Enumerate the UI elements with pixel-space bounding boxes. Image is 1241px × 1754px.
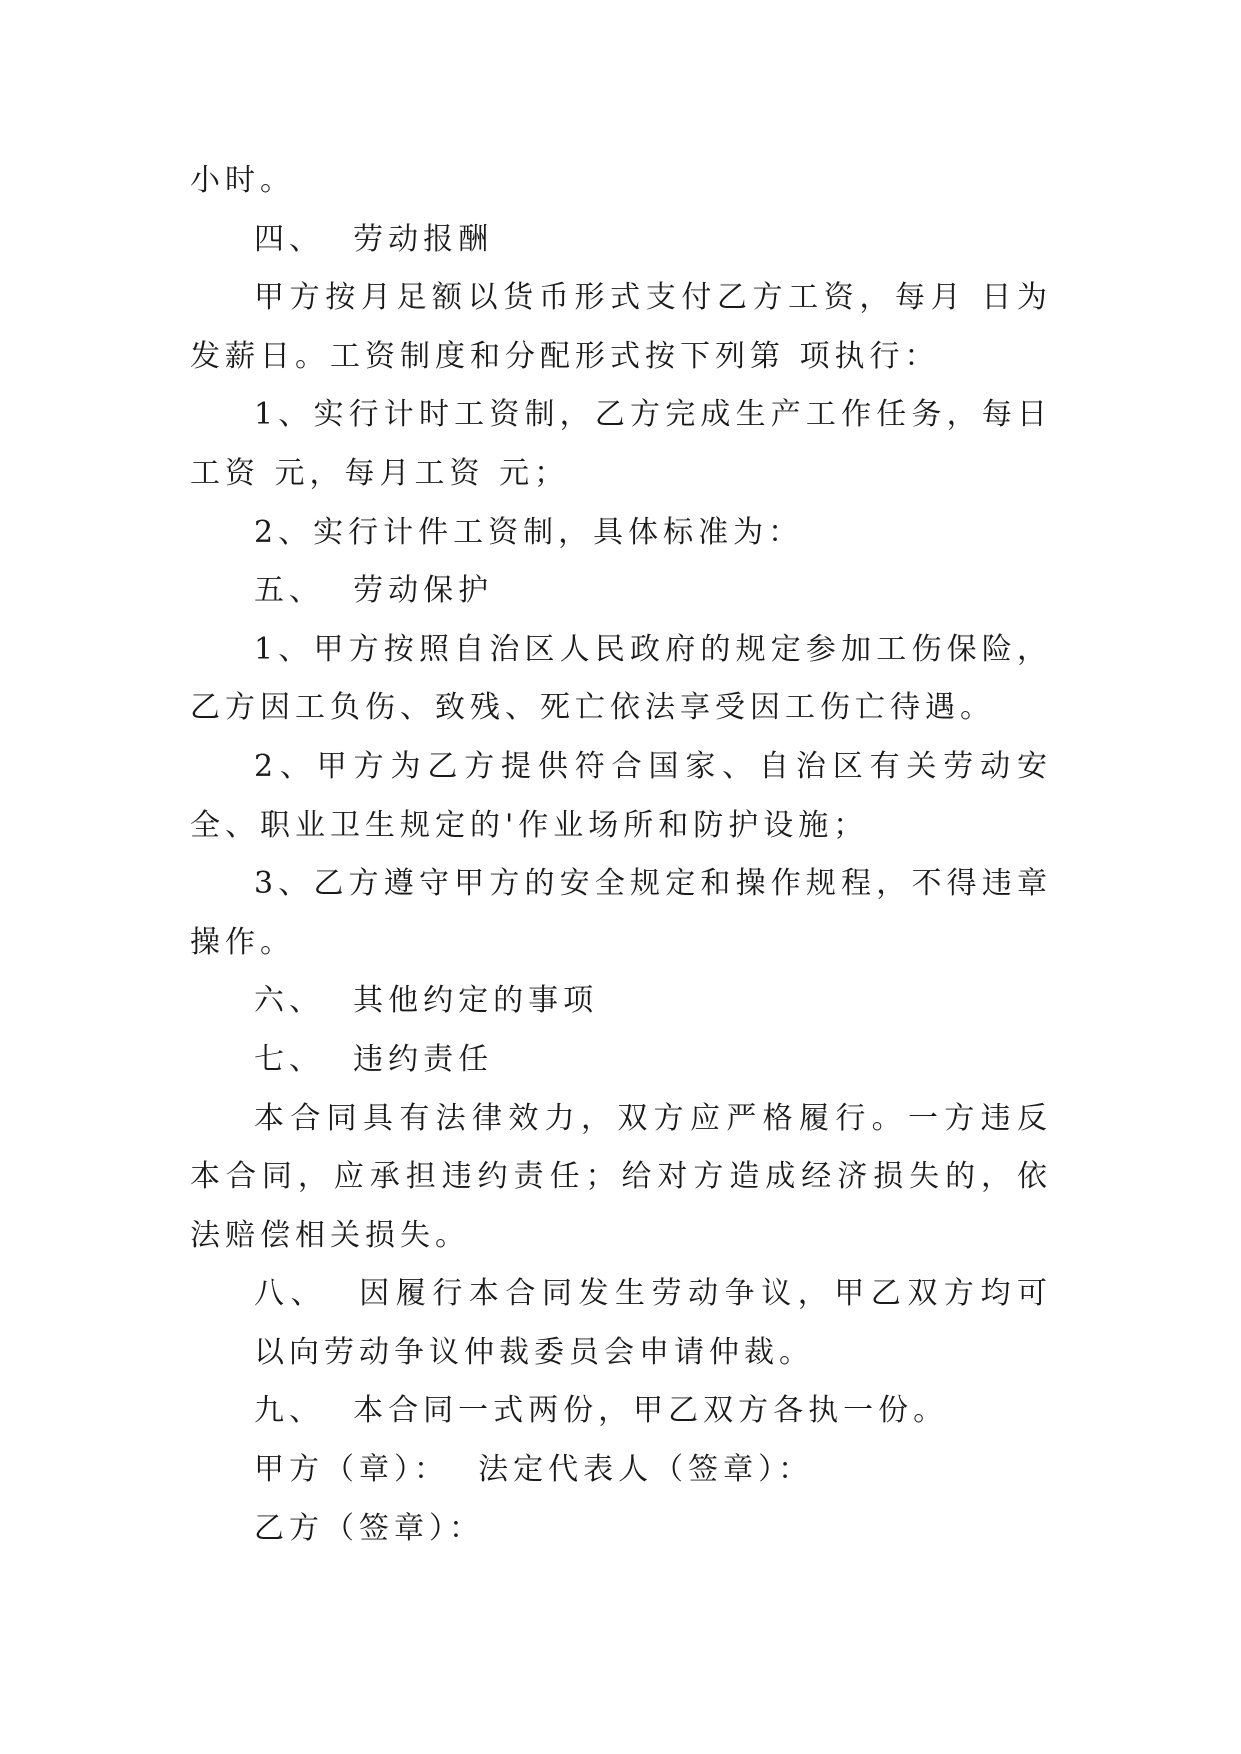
signature-party-b: 乙方（签章）： — [254, 1510, 484, 1546]
section-heading-other-matters: 六、 其他约定的事项 — [254, 983, 599, 1019]
paragraph-injury-insurance: 1、甲方按照自治区人民政府的规定参加工伤保险，乙方因工负伤、致残、死亡依法享受因工伤亡待遇。 — [190, 631, 1052, 726]
paragraph-safety-facilities: 2、甲方为乙方提供符合国家、自治区有关劳动安全、职业卫生规定的'作业场所和防护设施； — [190, 748, 1052, 843]
paragraph-piece-wage: 2、实行计件工资制，具体标准为： — [254, 514, 804, 550]
paragraph-safety-rules: 3、乙方遵守甲方的安全规定和操作规程，不得违章操作。 — [190, 866, 1052, 960]
paragraph-liability: 本合同具有法律效力，双方应严格履行。一方违反本合同，应承担违约责任；给对方造成经济损失的，依法赔偿相关损失。 — [190, 1100, 1052, 1253]
paragraph-time-wage: 1、实行计时工资制，乙方完成生产工作任务，每日工资 元，每月工资 元； — [190, 397, 1052, 491]
signature-party-a: 甲方（章）： 法定代表人（签章）： — [254, 1452, 814, 1488]
paragraph-continuation: 小时。 — [190, 163, 295, 198]
section-dispute-arbitration: 八、 因履行本合同发生劳动争议，甲乙双方均可以向劳动争议仲裁委员会申请仲裁。 — [254, 1276, 1052, 1370]
section-heading-labor-protection: 五、 劳动保护 — [254, 573, 494, 609]
document-body — [190, 152, 1052, 1558]
section-heading-remuneration: 四、 劳动报酬 — [254, 221, 494, 257]
section-copies: 九、 本合同一式两份，甲乙双方各执一份。 — [254, 1393, 949, 1429]
section-heading-liability: 七、 违约责任 — [254, 1041, 494, 1077]
paragraph-salary-payment: 甲方按月足额以货币形式支付乙方工资，每月 日为发薪日。工资制度和分配形式按下列第 项执行： — [190, 280, 1052, 374]
